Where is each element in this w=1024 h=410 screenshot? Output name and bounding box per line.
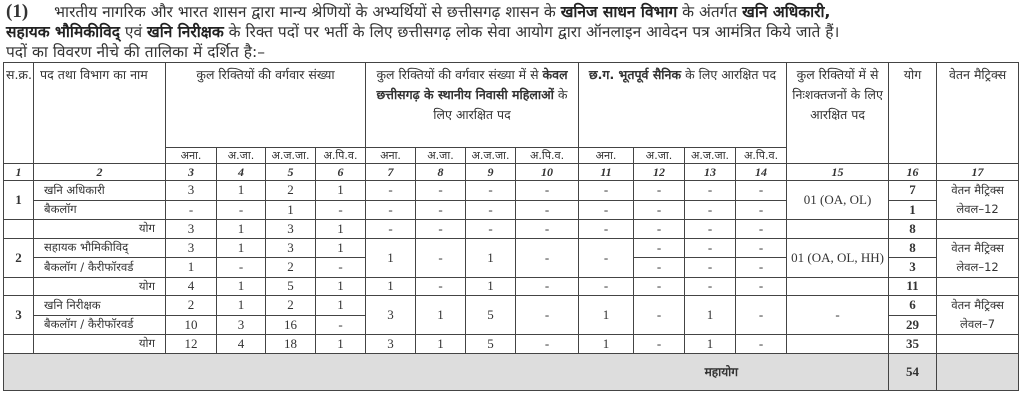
cell: - xyxy=(416,277,466,296)
cell: - xyxy=(685,277,736,296)
cell xyxy=(4,277,34,296)
pay-matrix: वेतन मैट्रिक्स लेवल–7 xyxy=(937,296,1019,335)
cell: - xyxy=(166,200,217,220)
post-name: बैकलॉग / कैरीफॉरवर्ड xyxy=(34,315,166,335)
disabled-reserved: - xyxy=(787,296,889,335)
grand-total-row xyxy=(4,353,1019,390)
serial-number: 2 xyxy=(4,238,34,277)
post-name: बैकलॉग xyxy=(34,200,166,220)
grand-total-label: महायोग xyxy=(4,353,889,390)
cell: 1 xyxy=(316,181,366,201)
cell: - xyxy=(217,200,266,220)
cell: - xyxy=(685,238,736,258)
cell: - xyxy=(466,200,516,220)
row-total: 8 xyxy=(889,238,937,258)
subtotal-label: योग xyxy=(34,335,166,354)
post-name: सहायक भौमिकीविद् xyxy=(6,23,120,41)
cell: - xyxy=(579,277,634,296)
header-ex-serviceman xyxy=(579,63,787,148)
cell: 2 xyxy=(266,258,316,278)
row-total: 7 xyxy=(889,181,937,201)
header-post: पद तथा विभाग का नाम xyxy=(34,63,166,164)
cell: 1 xyxy=(316,335,366,354)
col-num: 12 xyxy=(634,164,685,181)
table-row xyxy=(4,296,1019,316)
table-row xyxy=(4,238,1019,258)
post-name: खनि निरीक्षक xyxy=(147,23,224,41)
cell xyxy=(937,220,1019,239)
cell: 3 xyxy=(266,238,316,258)
cell: 5 xyxy=(266,277,316,296)
cell: - xyxy=(736,277,787,296)
cell: - xyxy=(516,181,579,201)
intro-text: के रिक्त पदों पर भर्ती के लिए छत्तीसगढ़ लोक सेवा आयोग द्वारा ऑनलाइन आवेदन पत्र आमंत्रित किये जाते हैं। xyxy=(223,23,840,41)
cell: - xyxy=(685,220,736,239)
cell: - xyxy=(685,181,736,201)
cell: - xyxy=(685,258,736,278)
col-num: 13 xyxy=(685,164,736,181)
cell: - xyxy=(736,238,787,258)
cell: - xyxy=(217,258,266,278)
col-num: 16 xyxy=(889,164,937,181)
col-num: 1 xyxy=(4,164,34,181)
intro-line-3: पदों का विवरण नीचे की तालिका में दर्शित है:– xyxy=(6,43,265,61)
cell: 1 xyxy=(217,296,266,316)
cell: - xyxy=(416,238,466,277)
cell: - xyxy=(316,315,366,335)
cat-gen: अना. xyxy=(366,148,416,164)
cell: 1 xyxy=(316,220,366,239)
cell: - xyxy=(634,220,685,239)
col-num: 3 xyxy=(166,164,217,181)
cell: 1 xyxy=(217,238,266,258)
cell: - xyxy=(579,238,634,277)
pay-matrix: वेतन मैट्रिक्स लेवल–12 xyxy=(937,238,1019,277)
cell: 1 xyxy=(217,181,266,201)
col-num: 10 xyxy=(516,164,579,181)
post-name: सहायक भौमिकीविद् xyxy=(34,238,166,258)
cell: - xyxy=(736,220,787,239)
col-num: 17 xyxy=(937,164,1019,181)
cell: 1 xyxy=(416,296,466,335)
header-text: छ.ग. भूतपूर्व सैनिक xyxy=(588,67,682,82)
cell xyxy=(4,220,34,239)
cell: 1 xyxy=(579,296,634,335)
cat-st: अ.ज.जा. xyxy=(685,148,736,164)
cell: 3 xyxy=(266,220,316,239)
cell: - xyxy=(736,258,787,278)
cell: - xyxy=(634,335,685,354)
cell: 4 xyxy=(217,335,266,354)
department-name: खनिज साधन विभाग xyxy=(560,3,678,21)
subtotal-value: 11 xyxy=(889,277,937,296)
cell: - xyxy=(634,296,685,335)
cell: - xyxy=(516,200,579,220)
cell: - xyxy=(316,200,366,220)
column-number-row xyxy=(4,164,1019,181)
cat-sc: अ.जा. xyxy=(416,148,466,164)
header-text: कुल रिक्तियों की वर्गवार संख्या में से xyxy=(376,67,539,82)
pay-matrix: वेतन मैट्रिक्स लेवल–12 xyxy=(937,181,1019,220)
cell xyxy=(787,220,889,239)
cell: 1 xyxy=(685,335,736,354)
cell: 10 xyxy=(166,315,217,335)
header-text: निःशक्तजनों xyxy=(792,87,847,102)
cell: - xyxy=(634,258,685,278)
cat-obc: अ.पि.व. xyxy=(516,148,579,164)
cell: - xyxy=(366,181,416,201)
vacancy-table xyxy=(3,62,1019,391)
cell: - xyxy=(416,200,466,220)
header-sno: स.क्र. xyxy=(4,63,34,164)
cell xyxy=(937,335,1019,354)
cell: 1 xyxy=(466,277,516,296)
col-num: 4 xyxy=(217,164,266,181)
header-total: योग xyxy=(889,63,937,164)
cell xyxy=(787,277,889,296)
cell: 1 xyxy=(366,238,416,277)
cell xyxy=(4,335,34,354)
post-name: खनि अधिकारी xyxy=(34,181,166,201)
header-text: के लिए आरक्षित पद xyxy=(681,67,777,82)
post-name: खनि अधिकारी, xyxy=(742,3,831,21)
cat-obc: अ.पि.व. xyxy=(316,148,366,164)
intro-text: एवं xyxy=(120,23,148,41)
grand-total-value: 54 xyxy=(889,353,937,390)
serial-number: 3 xyxy=(4,296,34,335)
row-total: 1 xyxy=(889,200,937,220)
cat-gen: अना. xyxy=(579,148,634,164)
cell: - xyxy=(634,200,685,220)
col-num: 7 xyxy=(366,164,416,181)
subtotal-value: 35 xyxy=(889,335,937,354)
cat-sc: अ.जा. xyxy=(634,148,685,164)
cell: 12 xyxy=(166,335,217,354)
cell: 3 xyxy=(166,238,217,258)
cell: - xyxy=(736,335,787,354)
header-row xyxy=(4,63,1019,148)
cell: - xyxy=(579,200,634,220)
col-num: 11 xyxy=(579,164,634,181)
cat-gen: अना. xyxy=(166,148,217,164)
row-total: 3 xyxy=(889,258,937,278)
intro-line-2 xyxy=(6,22,1020,42)
cell: 1 xyxy=(316,277,366,296)
cat-st: अ.ज.जा. xyxy=(266,148,316,164)
cell: 3 xyxy=(166,181,217,201)
subtotal-row xyxy=(4,335,1019,354)
col-num: 9 xyxy=(466,164,516,181)
post-name: खनि निरीक्षक xyxy=(34,296,166,316)
intro-text: भारतीय नागरिक और भारत शासन द्वारा मान्य श्रेणियों के अभ्यर्थियों से छत्तीसगढ़ शासन के xyxy=(54,3,561,21)
cell: - xyxy=(579,181,634,201)
cell: 3 xyxy=(366,335,416,354)
cell: 5 xyxy=(466,335,516,354)
intro-line-1 xyxy=(6,2,1020,22)
cell: 1 xyxy=(217,220,266,239)
header-total-category: कुल रिक्तियों की वर्गवार संख्या xyxy=(166,63,366,148)
serial-number: 1 xyxy=(4,181,34,220)
subtotal-label: योग xyxy=(34,277,166,296)
cell: - xyxy=(634,238,685,258)
cell: - xyxy=(579,220,634,239)
header-text: कुल रिक्तियों में से xyxy=(796,67,879,82)
cell: 1 xyxy=(416,335,466,354)
cell: 1 xyxy=(466,238,516,277)
col-num: 8 xyxy=(416,164,466,181)
header-text: के लिए आरक्षित पद xyxy=(433,87,568,122)
cell: - xyxy=(736,200,787,220)
subtotal-row xyxy=(4,220,1019,239)
cell xyxy=(787,335,889,354)
header-disabled-reserved xyxy=(787,63,889,164)
cell: 1 xyxy=(166,258,217,278)
cell: - xyxy=(516,335,579,354)
cell: - xyxy=(316,258,366,278)
disabled-reserved: 01 (OA, OL) xyxy=(787,181,889,220)
cell: 2 xyxy=(166,296,217,316)
cell: 3 xyxy=(366,296,416,335)
cell: - xyxy=(516,238,579,277)
cell: 1 xyxy=(266,200,316,220)
row-total: 29 xyxy=(889,315,937,335)
table-row xyxy=(4,181,1019,201)
subtotal-label: योग xyxy=(34,220,166,239)
cell: 3 xyxy=(166,220,217,239)
intro-paragraph xyxy=(6,2,1020,62)
cell: 1 xyxy=(316,296,366,316)
cell: - xyxy=(634,181,685,201)
subtotal-row xyxy=(4,277,1019,296)
cell: - xyxy=(516,277,579,296)
cell: 3 xyxy=(217,315,266,335)
cell: - xyxy=(516,220,579,239)
cell: - xyxy=(466,181,516,201)
header-women-reserved xyxy=(366,63,579,148)
cell: 1 xyxy=(685,296,736,335)
cell: 1 xyxy=(366,277,416,296)
cat-st: अ.ज.जा. xyxy=(466,148,516,164)
cell: - xyxy=(366,200,416,220)
cell: 16 xyxy=(266,315,316,335)
cell: 4 xyxy=(166,277,217,296)
header-pay-matrix: वेतन मैट्रिक्स xyxy=(937,63,1019,164)
col-num: 6 xyxy=(316,164,366,181)
col-num: 14 xyxy=(736,164,787,181)
cell xyxy=(937,353,1019,390)
cell: 1 xyxy=(217,277,266,296)
post-name: बैकलॉग / कैरीफॉरवर्ड xyxy=(34,258,166,278)
cell: - xyxy=(416,181,466,201)
cat-obc: अ.पि.व. xyxy=(736,148,787,164)
header-text: के लिए आरक्षित पद xyxy=(810,87,883,122)
subtotal-value: 8 xyxy=(889,220,937,239)
cell: - xyxy=(516,296,579,335)
cell: 5 xyxy=(466,296,516,335)
intro-text: के अंतर्गत xyxy=(677,3,743,21)
cell xyxy=(937,277,1019,296)
cell: - xyxy=(416,220,466,239)
cell: 2 xyxy=(266,181,316,201)
cat-sc: अ.जा. xyxy=(217,148,266,164)
section-number: (1) xyxy=(6,1,29,22)
cell: 1 xyxy=(579,335,634,354)
disabled-reserved: 01 (OA, OL, HH) xyxy=(787,238,889,277)
col-num: 15 xyxy=(787,164,889,181)
cell: - xyxy=(736,181,787,201)
row-total: 6 xyxy=(889,296,937,316)
cell: 2 xyxy=(266,296,316,316)
cell: 1 xyxy=(316,238,366,258)
header-text: केवल छत्तीसगढ़ के स्थानीय निवासी महिलाओं xyxy=(376,67,568,102)
cell: - xyxy=(736,296,787,335)
col-num: 5 xyxy=(266,164,316,181)
cell: - xyxy=(366,220,416,239)
cell: - xyxy=(466,220,516,239)
cell: 18 xyxy=(266,335,316,354)
cell: - xyxy=(685,200,736,220)
cell: - xyxy=(634,277,685,296)
col-num: 2 xyxy=(34,164,166,181)
